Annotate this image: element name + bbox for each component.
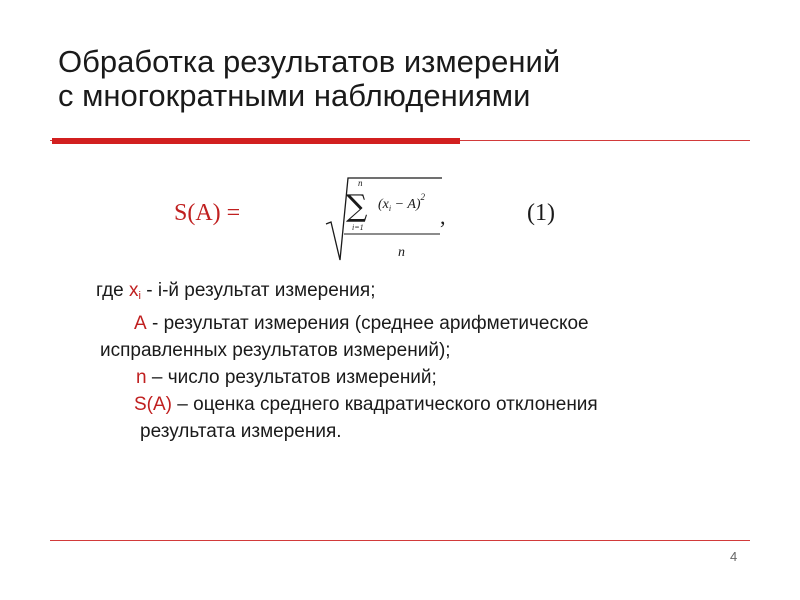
def-var-x-sub: i — [138, 290, 141, 302]
def-var-sa: S(A) — [134, 394, 172, 415]
title-divider-accent — [52, 138, 460, 144]
definition-line-1 — [90, 277, 740, 310]
definition-line-4 — [90, 364, 740, 391]
def-var-a: А — [134, 313, 147, 334]
numerator-sub: i — [388, 204, 392, 213]
formula-root — [322, 174, 462, 264]
def-text-4: – число результатов измерений; — [146, 367, 437, 388]
denominator: n — [398, 245, 405, 260]
radical-sign — [326, 178, 442, 260]
def-var-n: n — [136, 367, 147, 388]
numerator-open: (x — [378, 197, 389, 212]
definition-line-5 — [90, 391, 740, 418]
definition-line-2 — [90, 310, 740, 337]
formula-equals: = — [226, 200, 241, 226]
definition-line-3 — [90, 337, 740, 364]
numerator-exp: 2 — [420, 192, 426, 202]
formula-comma: , — [440, 204, 446, 229]
def-text-3: исправленных результатов измерений); — [100, 340, 451, 361]
title-line-2: с многократными наблюдениями — [58, 78, 531, 113]
numerator — [378, 192, 426, 213]
formula-lhs — [174, 200, 240, 227]
formula-number: (1) — [527, 200, 555, 226]
def-prefix: где — [96, 280, 130, 301]
page-number: 4 — [730, 549, 738, 564]
sum-sigma: ∑ — [346, 189, 368, 224]
def-text-5: – оценка среднего квадратического отклонения — [172, 394, 598, 415]
title-line-1: Обработка результатов измерений — [58, 44, 561, 79]
sum-lower: i=1 — [352, 223, 364, 232]
def-var-x: x — [129, 280, 139, 301]
sum-upper: n — [358, 178, 363, 188]
definition-line-6 — [90, 418, 740, 445]
numerator-rest: − A) — [391, 197, 421, 212]
def-text-6: результата измерения. — [140, 421, 342, 442]
def-text-1: - i-й результат измерения; — [140, 280, 376, 301]
footer-divider — [50, 540, 750, 541]
slide-title — [58, 45, 758, 113]
definitions-block — [90, 277, 740, 445]
def-text-2: - результат измерения (среднее арифметическое — [146, 313, 589, 334]
formula-lhs-text: S(A) — [174, 200, 221, 226]
